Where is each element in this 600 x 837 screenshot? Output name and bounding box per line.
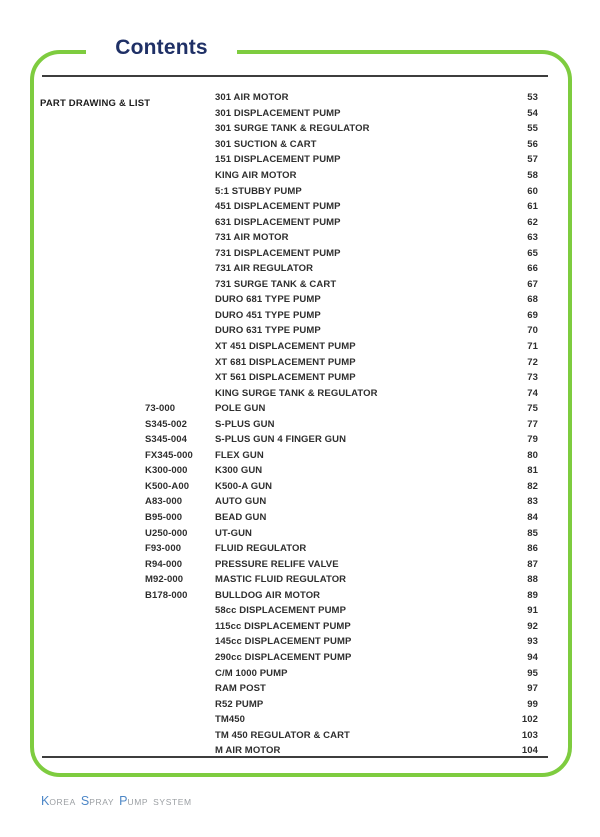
toc-item-page: 82 — [527, 480, 538, 492]
toc-item-page: 97 — [527, 683, 538, 695]
toc-item-label: XT 681 DISPLACEMENT PUMP — [215, 356, 356, 368]
toc-item-page: 57 — [527, 154, 538, 166]
footer-word — [119, 794, 148, 808]
toc-item-page: 67 — [527, 278, 538, 290]
toc-item-page: 69 — [527, 309, 538, 321]
toc-item-page: 73 — [527, 372, 538, 384]
toc-row — [42, 121, 538, 137]
title-underline — [42, 75, 548, 77]
footer-word-rest: UMP — [127, 797, 149, 807]
toc-item-label: KING SURGE TANK & REGULATOR — [215, 387, 378, 399]
toc-row — [42, 681, 538, 697]
toc-item-label: DURO 681 TYPE PUMP — [215, 294, 321, 306]
footer-word — [41, 794, 76, 808]
toc-item-page: 94 — [527, 651, 538, 663]
toc-item-page: 87 — [527, 558, 538, 570]
footer-word — [153, 797, 192, 807]
toc-item-code: U250-000 — [145, 527, 188, 539]
toc-item-page: 102 — [521, 714, 538, 726]
toc-item-label: 301 AIR MOTOR — [215, 92, 289, 104]
toc-row — [42, 619, 538, 635]
page-title: Contents — [115, 36, 208, 59]
toc-row — [42, 463, 538, 479]
toc-item-label: DURO 631 TYPE PUMP — [215, 325, 321, 337]
toc-item-code: S345-004 — [145, 434, 188, 446]
toc-row — [42, 261, 538, 277]
toc-item-page: 62 — [527, 216, 538, 228]
footer-word — [81, 794, 114, 808]
toc-item-page: 79 — [527, 434, 538, 446]
toc-row — [42, 214, 538, 230]
toc-item-code: B95-000 — [145, 512, 183, 524]
toc-list — [42, 90, 538, 759]
toc-item-page: 77 — [527, 418, 538, 430]
toc-item-label: POLE GUN — [215, 403, 266, 415]
toc-row — [42, 152, 538, 168]
page-title-box — [86, 31, 237, 65]
toc-row — [42, 354, 538, 370]
toc-row — [42, 323, 538, 339]
toc-item-label: C/M 1000 PUMP — [215, 667, 288, 679]
toc-item-page: 92 — [527, 620, 538, 632]
toc-item-code: M92-000 — [145, 574, 184, 586]
toc-item-page: 104 — [521, 745, 538, 757]
toc-row — [42, 727, 538, 743]
toc-row — [42, 292, 538, 308]
toc-item-label: UT-GUN — [215, 527, 253, 539]
toc-item-page: 103 — [521, 729, 538, 741]
toc-row — [42, 541, 538, 557]
toc-item-page: 86 — [527, 543, 538, 555]
toc-item-page: 63 — [527, 232, 538, 244]
footer-word-initial: S — [80, 794, 90, 808]
toc-item-page: 84 — [527, 512, 538, 524]
toc-row — [42, 168, 538, 184]
toc-row — [42, 603, 538, 619]
toc-item-page: 89 — [527, 589, 538, 601]
toc-item-page: 56 — [527, 138, 538, 150]
toc-item-label: K300 GUN — [215, 465, 263, 477]
toc-item-page: 75 — [527, 403, 538, 415]
toc-row — [42, 277, 538, 293]
toc-row — [42, 416, 538, 432]
toc-row — [42, 650, 538, 666]
toc-row — [42, 494, 538, 510]
toc-item-label: BEAD GUN — [215, 512, 267, 524]
toc-row — [42, 385, 538, 401]
toc-item-code: B178-000 — [145, 589, 188, 601]
toc-item-label: 731 AIR MOTOR — [215, 232, 289, 244]
toc-row — [42, 308, 538, 324]
toc-item-page: 70 — [527, 325, 538, 337]
toc-item-label: 115cc DISPLACEMENT PUMP — [215, 620, 351, 632]
toc-item-label: 145cc DISPLACEMENT PUMP — [215, 636, 352, 648]
toc-row — [42, 230, 538, 246]
toc-row — [42, 183, 538, 199]
toc-item-label: 451 DISPLACEMENT PUMP — [215, 201, 341, 213]
toc-item-label: AUTO GUN — [215, 496, 267, 508]
toc-item-page: 74 — [527, 387, 538, 399]
toc-row — [42, 572, 538, 588]
toc-item-code: 73-000 — [145, 403, 176, 415]
toc-item-label: 301 SURGE TANK & REGULATOR — [215, 123, 370, 135]
toc-item-code: K500-A00 — [145, 480, 190, 492]
toc-row — [42, 525, 538, 541]
toc-item-label: FLUID REGULATOR — [215, 543, 307, 555]
toc-item-page: 99 — [527, 698, 538, 710]
toc-item-code: F93-000 — [145, 543, 182, 555]
toc-item-page: 91 — [527, 605, 538, 617]
toc-item-page: 54 — [527, 107, 538, 119]
section-label: PART DRAWING & LIST — [40, 98, 151, 109]
toc-item-page: 81 — [527, 465, 538, 477]
toc-item-label: PRESSURE RELIFE VALVE — [215, 558, 339, 570]
toc-item-label: TM450 — [215, 714, 246, 726]
toc-item-label: DURO 451 TYPE PUMP — [215, 309, 321, 321]
toc-item-page: 85 — [527, 527, 538, 539]
toc-item-label: 631 DISPLACEMENT PUMP — [215, 216, 341, 228]
toc-item-page: 55 — [527, 123, 538, 135]
footer-word-rest: SYSTEM — [153, 797, 192, 807]
toc-item-label: TM 450 REGULATOR & CART — [215, 729, 350, 741]
toc-item-label: 151 DISPLACEMENT PUMP — [215, 154, 341, 166]
toc-item-page: 68 — [527, 294, 538, 306]
footer-word-rest: PRAY — [89, 797, 115, 807]
toc-item-label: M AIR MOTOR — [215, 745, 281, 757]
toc-row — [42, 137, 538, 153]
toc-row — [42, 634, 538, 650]
toc-item-page: 83 — [527, 496, 538, 508]
toc-item-page: 80 — [527, 449, 538, 461]
footer-word-rest: OREA — [49, 797, 76, 807]
toc-item-label: 731 DISPLACEMENT PUMP — [215, 247, 341, 259]
footer-word-initial: P — [119, 794, 128, 808]
toc-row — [42, 665, 538, 681]
toc-item-page: 58 — [527, 170, 538, 181]
toc-item-page: 66 — [527, 263, 538, 275]
toc-item-label: 290cc DISPLACEMENT PUMP — [215, 651, 352, 663]
toc-item-label: 731 AIR REGULATOR — [215, 263, 314, 275]
toc-row — [42, 199, 538, 215]
toc-row — [42, 588, 538, 604]
toc-row — [42, 556, 538, 572]
toc-item-label: KING AIR MOTOR — [215, 170, 297, 181]
toc-item-label: 301 SUCTION & CART — [215, 138, 317, 150]
toc-item-label: S-PLUS GUN — [215, 418, 275, 430]
toc-item-page: 93 — [527, 636, 538, 648]
toc-item-page: 72 — [527, 356, 538, 368]
toc-row — [42, 448, 538, 464]
toc-item-label: BULLDOG AIR MOTOR — [215, 589, 321, 601]
toc-item-label: 731 SURGE TANK & CART — [215, 278, 337, 290]
toc-row — [42, 106, 538, 122]
toc-item-label: 5:1 STUBBY PUMP — [215, 185, 302, 197]
toc-row — [42, 245, 538, 261]
toc-item-page: 88 — [527, 574, 538, 586]
toc-item-label: R52 PUMP — [215, 698, 264, 710]
toc-row — [42, 432, 538, 448]
footer-logo — [41, 794, 197, 808]
toc-item-label: RAM POST — [215, 683, 266, 695]
toc-item-code: FX345-000 — [145, 449, 193, 461]
toc-item-page: 65 — [527, 247, 538, 259]
toc-row — [42, 696, 538, 712]
toc-item-label: XT 451 DISPLACEMENT PUMP — [215, 341, 356, 353]
toc-row — [42, 90, 538, 106]
toc-item-label: K500-A GUN — [215, 480, 273, 492]
toc-row — [42, 370, 538, 386]
toc-item-page: 95 — [527, 667, 538, 679]
toc-item-code: R94-000 — [145, 558, 183, 570]
toc-row — [42, 401, 538, 417]
toc-item-page: 53 — [527, 92, 538, 104]
footer-word-initial: K — [41, 794, 50, 808]
toc-item-label: XT 561 DISPLACEMENT PUMP — [215, 372, 356, 384]
toc-row — [42, 510, 538, 526]
toc-item-page: 60 — [527, 185, 538, 197]
toc-item-label: 58cc DISPLACEMENT PUMP — [215, 605, 347, 617]
toc-row — [42, 479, 538, 495]
toc-item-label: FLEX GUN — [215, 449, 264, 461]
toc-item-label: 301 DISPLACEMENT PUMP — [215, 107, 341, 119]
toc-item-page: 71 — [527, 341, 538, 353]
toc-item-label: MASTIC FLUID REGULATOR — [215, 574, 347, 586]
toc-item-code: S345-002 — [145, 418, 188, 430]
toc-row — [42, 712, 538, 728]
toc-item-code: K300-000 — [145, 465, 188, 477]
bottom-rule — [42, 756, 548, 758]
toc-item-label: S-PLUS GUN 4 FINGER GUN — [215, 434, 347, 446]
toc-item-page: 61 — [527, 201, 538, 213]
toc-item-code: A83-000 — [145, 496, 183, 508]
toc-row — [42, 339, 538, 355]
